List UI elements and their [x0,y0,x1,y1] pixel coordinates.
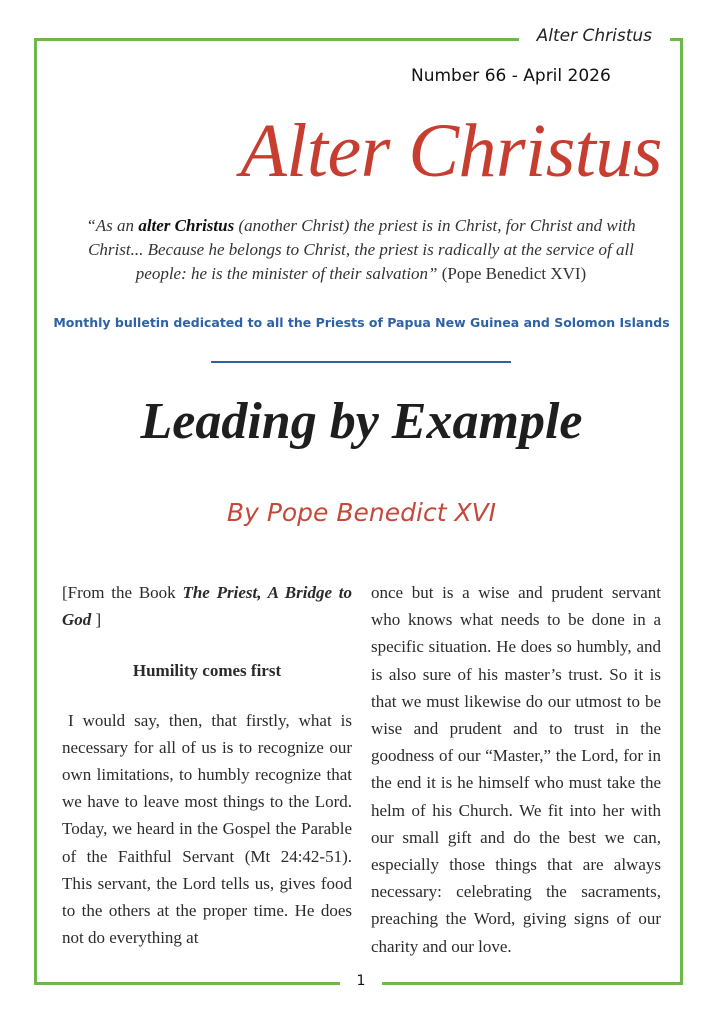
quote-emphasis: alter Christus [138,216,235,235]
article-column-left [62,579,352,951]
article-byline: By Pope Benedict XVI [226,498,497,527]
quote-text: (another Christ) the priest is in Christ, for Christ and with Christ... Because he belongs to Christ, the priest is radically at the service of all people: he is the minister of their salvation” [88,216,636,283]
divider [211,361,511,363]
issue-number: Number 66 - April 2026 [411,66,611,86]
quote-open: “As an [86,216,139,235]
source-prefix: [From the Book [62,583,183,602]
epigraph-quote [62,214,660,286]
source-suffix: ] [91,610,102,630]
article-title: Leading by Example [140,393,583,450]
article-column-right [371,579,661,960]
masthead-title: Alter Christus [240,109,662,193]
body-paragraph-1: I would say, then, that firstly, what is necessary for all of us is to recognize our own limitations, to humbly recognize that we have to leave most things to the Lord. Today, we heard in the Gospel the Parable of the Faithful Servant (Mt 24:42-51). This servant, the Lord tells us, gives food to the others at the proper time. He does not do everything at [62,710,352,948]
bulletin-tagline: Monthly bulletin dedicated to all the Priests of Papua New Guinea and Solomon Islands [53,315,670,330]
source-book-title: The Priest, A Bridge to God [62,583,352,630]
quote-attribution: (Pope Benedict XVI) [437,264,587,283]
body-paragraph-2: once but is a wise and prudent servant who knows what needs to be done in a specific situation. He does so humbly, and is also sure of his master’s trust. So it is that we must likewise do our utmost to be wise and prudent and to trust in the goodness of our “Master,” the Lord, for in the end it is he himself who must take the helm of his Church. We fit into her with our small gift and do the best we can, especially those things that are always necessary: celebrating the sacraments, preaching the Word, giving signs of our charity and our love. [371,583,661,956]
running-header: Alter Christus [519,26,670,46]
section-subheading: Humility comes first [132,661,282,681]
page-number: 1 [340,973,382,989]
source-citation [62,579,352,633]
